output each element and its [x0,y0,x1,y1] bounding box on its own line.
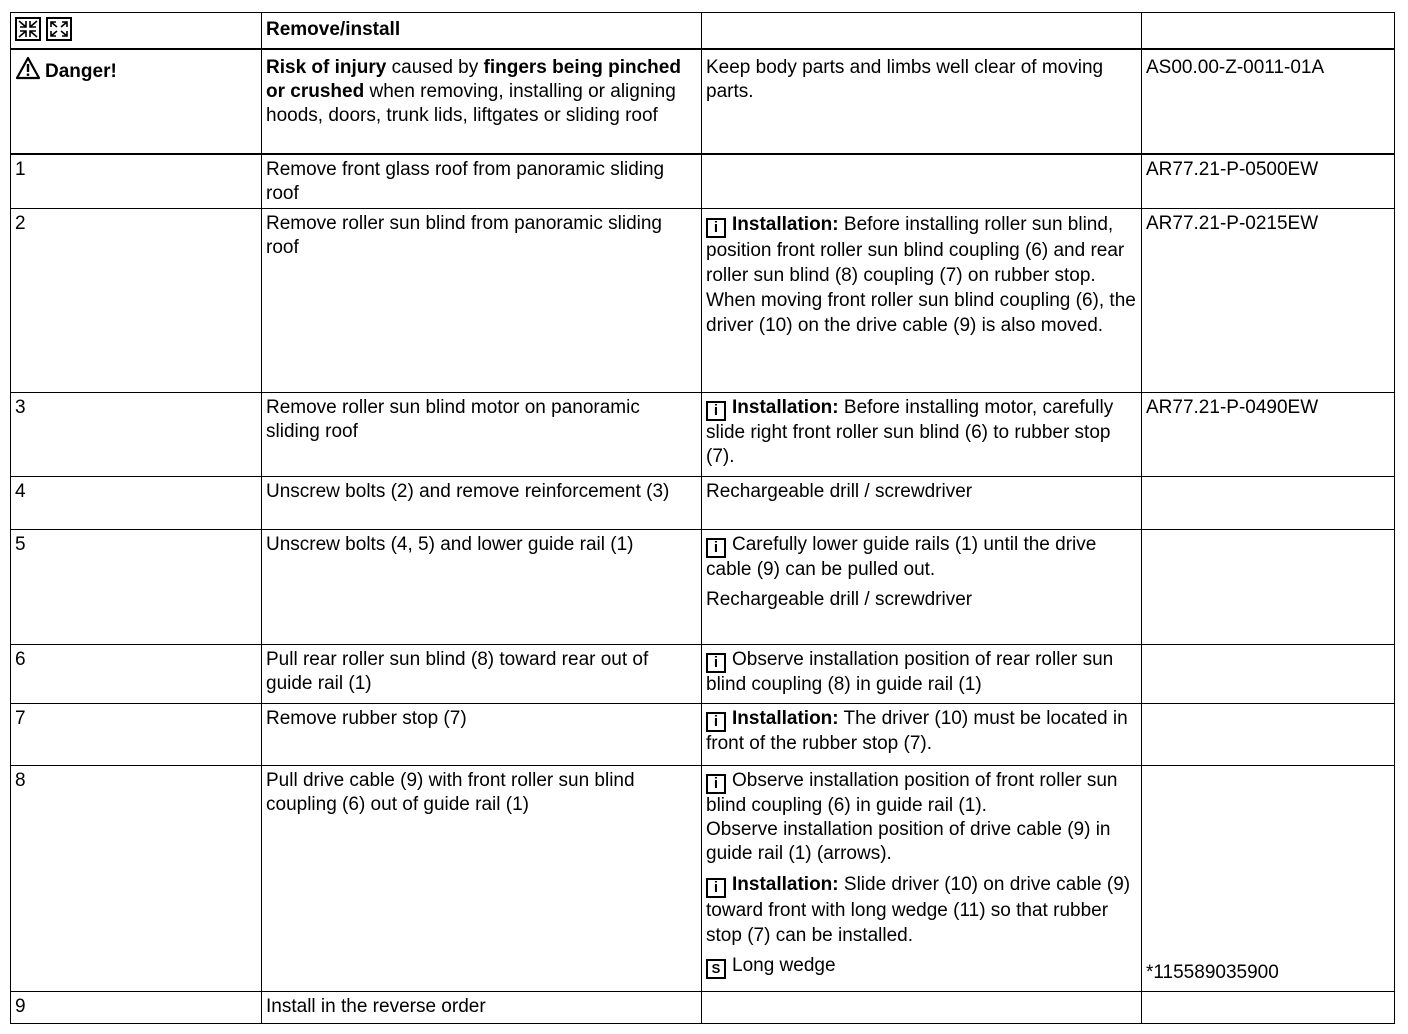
note-text: Before installing motor, carefully slide right front roller sun blind (6) to rubber stop (7). [706,397,1114,467]
header-icons-cell [11,13,262,50]
step-note-cell [702,645,1142,704]
step-ref-empty [1142,992,1395,1024]
table-row [11,766,1395,992]
step-text: Remove roller sun blind motor on panoramic sliding roof [262,393,702,477]
danger-risk-cell [262,49,702,154]
note-text: When moving front roller sun blind coupling (6), the driver (10) on the drive cable (9) is also moved. [706,290,1136,336]
step-ref[interactable]: *115589035900 [1146,962,1279,983]
note-text: Before installing roller sun blind, position front roller sun blind coupling (6) and rear roller sun blind (8) coupling (7) on rubber stop. [706,214,1125,286]
risk-text-2: when removing, installing or aligning hoods, doors, trunk lids, liftgates or sliding roof [266,81,676,126]
step-text: Pull drive cable (9) with front roller sun blind coupling (6) out of guide rail (1) [262,766,702,992]
note-text: Observe installation position of front roller sun blind coupling (6) in guide rail (1). [706,770,1118,816]
table-row [11,704,1395,766]
collapse-icon[interactable] [46,17,72,41]
step-text: Remove rubber stop (7) [262,704,702,766]
table-row [11,154,1395,209]
warning-triangle-icon [15,56,41,87]
step-text: Unscrew bolts (4, 5) and lower guide rail (1) [262,530,702,645]
step-note-cell [702,154,1142,209]
expand-icon[interactable] [15,17,41,41]
step-text: Pull rear roller sun blind (8) toward rear out of guide rail (1) [262,645,702,704]
header-empty-cell [702,13,1142,50]
note-text: Slide driver (10) on drive cable (9) toward front with long wedge (11) so that rubber stop (7) can be installed. [706,874,1131,946]
step-ref-empty [1142,530,1395,645]
info-icon: i [706,538,726,558]
step-ref[interactable]: AR77.21-P-0490EW [1142,393,1395,477]
note-label: Installation: [732,708,839,729]
note-label: Installation: [732,397,839,418]
danger-label: Danger! [45,61,117,82]
step-text: Remove front glass roof from panoramic sliding roof [262,154,702,209]
step-ref-empty [1142,704,1395,766]
danger-measure: Keep body parts and limbs well clear of moving parts. [702,49,1142,154]
table-row [11,477,1395,530]
info-icon: i [706,218,726,238]
step-ref-cell [1142,766,1395,992]
header-row [11,13,1395,50]
note-text: Observe installation position of rear roller sun blind coupling (8) in guide rail (1) [706,649,1114,695]
note-text: The driver (10) must be located in front of the rubber stop (7). [706,708,1128,754]
step-note-cell [702,530,1142,645]
info-icon: i [706,653,726,673]
step-number: 9 [11,992,262,1024]
note-label: Installation: [732,874,839,895]
step-ref-empty [1142,645,1395,704]
step-tool: Rechargeable drill / screwdriver [706,589,973,610]
step-number: 3 [11,393,262,477]
info-icon: i [706,401,726,421]
info-icon: i [706,774,726,794]
table-row [11,530,1395,645]
risk-text-1: caused by [386,57,484,78]
step-note-cell [702,992,1142,1024]
step-note-cell [702,209,1142,393]
step-text: Remove roller sun blind from panoramic sliding roof [262,209,702,393]
table-row [11,209,1395,393]
special-tool-icon: S [706,959,726,979]
step-number: 1 [11,154,262,209]
note-text: Observe installation position of drive cable (9) in guide rail (1) (arrows). [706,819,1111,864]
step-number: 4 [11,477,262,530]
procedure-table [10,12,1395,1024]
table-row [11,393,1395,477]
header-empty-cell [1142,13,1395,50]
tool-text[interactable]: Long wedge [732,955,836,976]
step-ref[interactable]: AR77.21-P-0500EW [1142,154,1395,209]
note-text: Carefully lower guide rails (1) until the drive cable (9) can be pulled out. [706,534,1097,580]
info-icon: i [706,878,726,898]
step-number: 8 [11,766,262,992]
risk-bold-1: Risk of injury [266,57,387,78]
step-tool: Rechargeable drill / screwdriver [702,477,1142,530]
info-icon: i [706,712,726,732]
step-number: 6 [11,645,262,704]
table-row [11,992,1395,1024]
step-ref[interactable]: AR77.21-P-0215EW [1142,209,1395,393]
step-number: 5 [11,530,262,645]
step-number: 2 [11,209,262,393]
step-note-cell [702,704,1142,766]
note-label: Installation: [732,214,839,235]
step-number: 7 [11,704,262,766]
step-text: Install in the reverse order [262,992,702,1024]
step-note-cell [702,766,1142,992]
table-row [11,645,1395,704]
risk-bold-2: fingers being pinched or crushed [266,57,681,102]
danger-ref[interactable]: AS00.00-Z-0011-01A [1142,49,1395,154]
step-note-cell [702,393,1142,477]
danger-cell [11,49,262,154]
step-ref-empty [1142,477,1395,530]
danger-row [11,49,1395,154]
header-title: Remove/install [262,13,702,50]
step-text: Unscrew bolts (2) and remove reinforcement (3) [262,477,702,530]
